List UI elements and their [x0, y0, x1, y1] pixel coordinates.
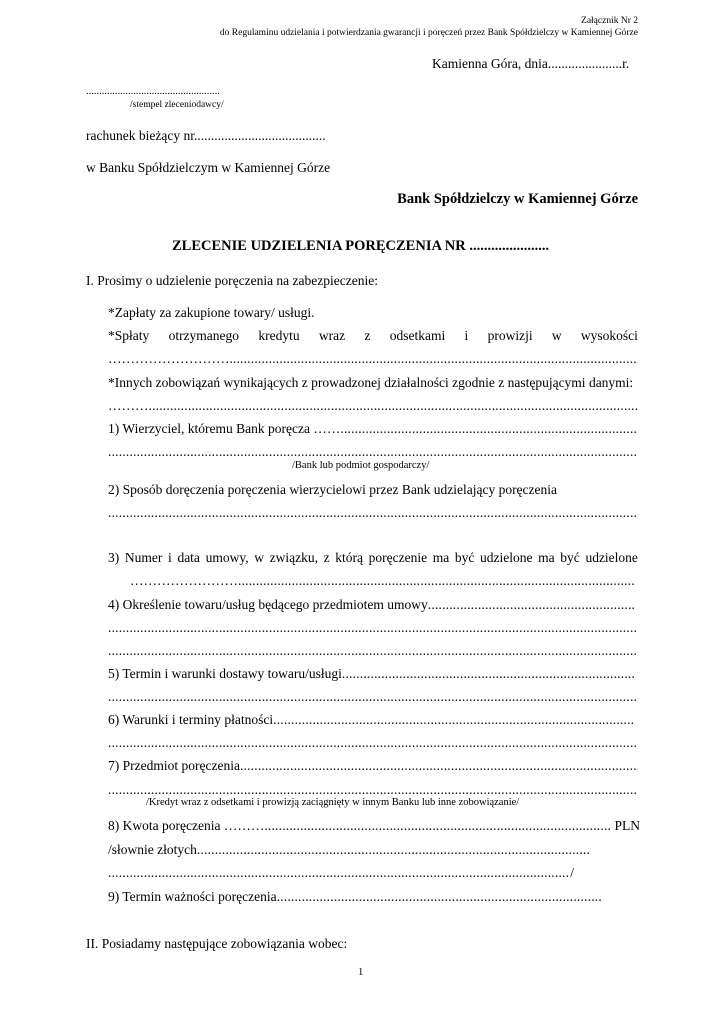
- word: wraz: [318, 328, 346, 343]
- word: wysokości: [580, 328, 638, 343]
- item-5-line-2: [108, 689, 638, 705]
- item-9-validity: [108, 889, 602, 905]
- word: ma: [538, 550, 555, 565]
- page-number: 1: [358, 967, 364, 978]
- regulation-reference: do Regulaminu udzielania i potwierdzania gwarancji i poręczeń przez Bank Spółdzielczy w Kamiennej Górze: [219, 28, 638, 38]
- word: z: [323, 550, 330, 565]
- word: i: [464, 328, 469, 343]
- item-6-line-2: [108, 735, 638, 751]
- dotted-fill: [240, 758, 638, 774]
- word: udzielone: [480, 550, 533, 565]
- item-label: 1) Wierzyciel, któremu Bank poręcza ……: [108, 421, 341, 436]
- dotted-fill: [277, 889, 602, 905]
- option-credit-repayment: [108, 328, 638, 344]
- word: odsetkami: [389, 328, 446, 343]
- dotted-fill: [273, 712, 634, 728]
- item-4-goods: [108, 597, 636, 613]
- item-5-delivery-terms: [108, 666, 636, 682]
- word: w: [551, 328, 562, 343]
- stamp-label: /stempel zleceniodawcy/: [130, 100, 224, 110]
- item-2-delivery-method: 2) Sposób doręczenia poręczenia wierzycielowi przez Bank udzielający poręczenia: [108, 482, 558, 497]
- bank-line: w Banku Spółdzielczym w Kamiennej Górze: [86, 160, 331, 175]
- item-6-payment-terms: [108, 712, 634, 728]
- word: udzielone: [585, 550, 638, 565]
- dotted-fill: [238, 573, 634, 589]
- stamp-line: ...................................................: [86, 86, 220, 97]
- dotted-fill: [428, 597, 636, 613]
- word: i: [168, 550, 172, 565]
- bank-name: Bank Spółdzielczy w Kamiennej Górze: [397, 191, 638, 207]
- item-3-contract: [108, 550, 638, 566]
- item-1-line-2: [108, 444, 638, 460]
- word: którą: [335, 550, 363, 565]
- item-1-note: /Bank lub podmiot gospodarczy/: [292, 460, 430, 471]
- place-date: Kamienna Góra, dnia......................r.: [432, 56, 630, 71]
- word: być: [454, 550, 475, 565]
- annex-number: Załącznik Nr 2: [581, 16, 638, 26]
- dotted-fill: [342, 666, 636, 682]
- word: ma: [432, 550, 450, 565]
- dotted-fill: [149, 398, 639, 414]
- document-title: ZLECENIE UDZIELENIA PORĘCZENIA NR ......................: [172, 238, 550, 254]
- item-label: 4) Określenie towaru/usług będącego przedmiotem umowy: [108, 597, 428, 612]
- section-2-heading: II. Posiadamy następujące zobowiązania wobec:: [86, 936, 348, 951]
- option-other-obligations: *Innych zobowiązań wynikających z prowadzonej działalności zgodnie z następującymi danymi:: [108, 375, 634, 390]
- currency-label: PLN: [614, 818, 640, 833]
- item-1-creditor: [108, 421, 638, 437]
- word: być: [560, 550, 580, 565]
- word: *Spłaty: [108, 328, 150, 343]
- word: 3): [108, 550, 120, 565]
- option-goods-payment: *Zapłaty za zakupione towary/ usługi.: [108, 305, 315, 320]
- item-label: 7) Przedmiot poręczenia: [108, 758, 240, 773]
- item-label: 6) Warunki i terminy płatności: [108, 712, 274, 727]
- item-label: 9) Termin ważności poręczenia: [108, 889, 277, 904]
- word: poręczenie: [368, 550, 428, 565]
- dotted-fill: [340, 421, 638, 437]
- word: prowizji: [487, 328, 533, 343]
- dotted-fill: [233, 351, 638, 367]
- dotted-fill: [108, 865, 570, 881]
- item-8-in-words: [108, 842, 590, 858]
- word: Numer: [124, 550, 163, 565]
- credit-amount-line: [108, 351, 638, 367]
- line-lead: ……………………….: [108, 351, 233, 366]
- item-7-note: /Kredyt wraz z odsetkami i prowizją zaciągnięty w innym Banku lub inne zobowiązanie/: [146, 797, 520, 808]
- item-label: 8) Kwota poręczenia ………: [108, 818, 265, 833]
- line-lead: ………: [108, 398, 149, 413]
- other-obligations-line: [108, 398, 638, 414]
- section-1-heading: I. Prosimy o udzielenie poręczenia na zabezpieczenie:: [86, 273, 378, 288]
- item-7-line-2: [108, 782, 638, 798]
- item-8-amount: [108, 818, 640, 834]
- item-7-subject: [108, 758, 638, 774]
- word: data: [177, 550, 200, 565]
- word: w: [254, 550, 264, 565]
- item-4-line-2: [108, 620, 638, 636]
- item-4-line-3: [108, 643, 638, 659]
- item-2-line: [108, 505, 638, 521]
- line-lead: ……………………: [130, 573, 238, 588]
- dotted-fill: [264, 818, 611, 834]
- word: z: [364, 328, 371, 343]
- in-words-label: /słownie złotych: [108, 842, 197, 857]
- item-8-line-3: [108, 865, 574, 881]
- word: związku,: [269, 550, 318, 565]
- closing-slash: /: [570, 865, 574, 880]
- word: umowy,: [205, 550, 249, 565]
- word: otrzymanego: [168, 328, 240, 343]
- dotted-fill: [197, 842, 590, 858]
- item-3-line: [130, 573, 634, 589]
- word: kredytu: [258, 328, 300, 343]
- item-label: 5) Termin i warunki dostawy towaru/usługi: [108, 666, 342, 681]
- account-number-line: rachunek bieżący nr.......................................: [86, 128, 326, 143]
